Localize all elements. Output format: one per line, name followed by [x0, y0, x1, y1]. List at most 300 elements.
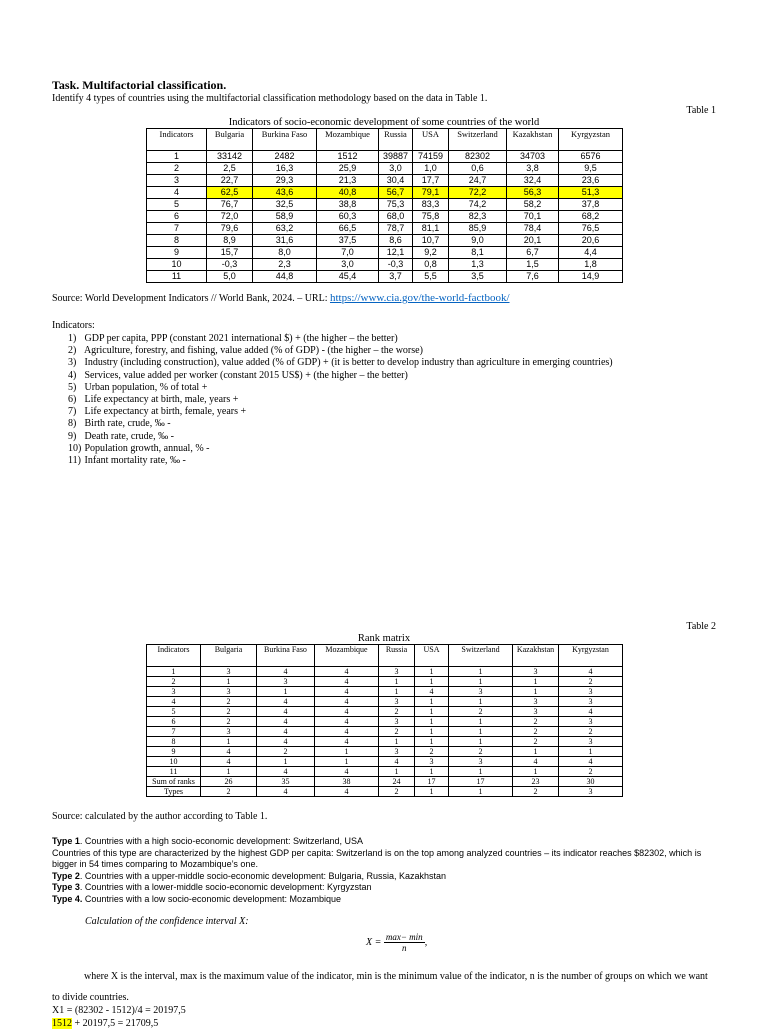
- t2-table-cell: 4: [315, 737, 379, 747]
- indicator-item: [68, 443, 613, 455]
- t2-table-cell: 3: [379, 747, 415, 757]
- t2-table-row: [147, 667, 623, 677]
- t2-table-row: [147, 737, 623, 747]
- t2-table-cell: 4: [315, 707, 379, 717]
- t2-table-cell: 1: [415, 707, 449, 717]
- t2-table-cell: 4: [315, 667, 379, 677]
- t2-table-cell: 4: [315, 767, 379, 777]
- t1-table-cell: 58,9: [253, 211, 317, 223]
- t1-table-cell: 4,4: [559, 247, 623, 259]
- t2-table-cell: 3: [513, 707, 559, 717]
- t1-table-cell: 43,6: [253, 187, 317, 199]
- t1-table-cell: 17,7: [413, 175, 449, 187]
- t1-table-cell: 9,0: [449, 235, 507, 247]
- indicator-number: 1): [68, 333, 77, 344]
- t2-table-cell: 9: [147, 747, 201, 757]
- t2-table-cell: 1: [379, 687, 415, 697]
- t1-table-cell: 6,7: [507, 247, 559, 259]
- t1-table-cell: 82,3: [449, 211, 507, 223]
- t2-table-cell: 4: [415, 687, 449, 697]
- t2-table-row: [147, 727, 623, 737]
- indicator-number: 7): [68, 406, 77, 418]
- table2-caption: Rank matrix: [357, 633, 411, 644]
- t1-header-cell: Kyrgyzstan: [559, 129, 623, 151]
- t1-table-cell: 37,8: [559, 199, 623, 211]
- t1-table-cell: 3,0: [317, 259, 379, 271]
- t2-table-cell: 1: [415, 727, 449, 737]
- t1-table-row: [147, 199, 623, 211]
- t1-table-cell: 58,2: [507, 199, 559, 211]
- t2-table-cell: 1: [201, 737, 257, 747]
- t2-table-row: [147, 787, 623, 797]
- t2-table-cell: Sum of ranks: [147, 777, 201, 787]
- t2-table-cell: 1: [449, 677, 513, 687]
- indicator-item: [68, 333, 613, 345]
- t1-table-cell: 6: [147, 211, 207, 223]
- t2-table-cell: 4: [379, 757, 415, 767]
- t2-table-cell: 1: [257, 687, 315, 697]
- indicator-item: [68, 394, 613, 406]
- t2-table-cell: 1: [559, 747, 623, 757]
- t2-table-cell: 3: [257, 677, 315, 687]
- indicator-item: [68, 455, 613, 467]
- t2-table-cell: 10: [147, 757, 201, 767]
- t1-table-cell: 5,0: [207, 271, 253, 283]
- t2-table-cell: 17: [449, 777, 513, 787]
- indicator-text: Life expectancy at birth, female, years +: [84, 406, 247, 418]
- t1-table-cell: 11: [147, 271, 207, 283]
- t1-table-cell: 12,1: [379, 247, 413, 259]
- t2-table-cell: 4: [257, 667, 315, 677]
- table1-caption: Indicators of socio-economic development of some countries of the world: [228, 117, 540, 128]
- t2-table-cell: 2: [559, 727, 623, 737]
- types-section: [52, 836, 716, 905]
- indicator-text: Agriculture, forestry, and fishing, value added (% of GDP) - (the higher – the worse): [83, 345, 423, 357]
- t1-table-cell: 72,2: [449, 187, 507, 199]
- table1: [146, 128, 623, 283]
- t2-table-cell: 1: [379, 737, 415, 747]
- table1-source-text: Source: World Development Indicators // World Bank, 2024. – URL:: [52, 293, 330, 304]
- t2-table-cell: 23: [513, 777, 559, 787]
- t2-table-cell: 2: [559, 767, 623, 777]
- indicator-item: [68, 345, 613, 357]
- t2-table-cell: 3: [379, 717, 415, 727]
- t2-table-cell: 5: [147, 707, 201, 717]
- t2-table-cell: 1: [415, 767, 449, 777]
- t2-header-cell: Mozambique: [315, 645, 379, 667]
- t2-table-row: [147, 767, 623, 777]
- t1-table-cell: 9: [147, 247, 207, 259]
- t1-table-cell: 7,6: [507, 271, 559, 283]
- t2-table-cell: 2: [201, 787, 257, 797]
- t1-table-cell: 44,8: [253, 271, 317, 283]
- t1-table-cell: 21,3: [317, 175, 379, 187]
- t2-table-cell: 3: [379, 697, 415, 707]
- t1-table-cell: 81,1: [413, 223, 449, 235]
- t2-table-cell: 3: [449, 757, 513, 767]
- t1-table-cell: 7,0: [317, 247, 379, 259]
- x1-calculation: X1 = (82302 - 1512)/4 = 20197,5: [52, 1005, 186, 1016]
- t2-table-cell: 3: [201, 687, 257, 697]
- t2-table-cell: 1: [415, 677, 449, 687]
- t1-table-row: [147, 151, 623, 163]
- t1-table-cell: 3,7: [379, 271, 413, 283]
- t1-table-cell: 70,1: [507, 211, 559, 223]
- t1-table-cell: 83,3: [413, 199, 449, 211]
- t1-table-cell: 79,1: [413, 187, 449, 199]
- indicator-item: [68, 431, 613, 443]
- t2-table-cell: 2: [449, 747, 513, 757]
- t1-table-cell: 24,7: [449, 175, 507, 187]
- t1-table-cell: 23,6: [559, 175, 623, 187]
- formula-numerator: max− min: [385, 932, 423, 942]
- t1-table-cell: 4: [147, 187, 207, 199]
- t2-table-cell: 1: [379, 767, 415, 777]
- t2-table-cell: 1: [415, 697, 449, 707]
- calculation-title: Calculation of the confidence interval X:: [85, 916, 249, 927]
- t2-header-cell: Burkina Faso: [257, 645, 315, 667]
- t1-header-cell: Switzerland: [449, 129, 507, 151]
- t2-table-cell: 4: [147, 697, 201, 707]
- table1-source: [52, 292, 510, 304]
- t2-table-cell: 4: [257, 737, 315, 747]
- t1-table-cell: 39887: [379, 151, 413, 163]
- t2-table-cell: 1: [147, 667, 201, 677]
- table2: [146, 644, 623, 797]
- t1-table-cell: 22,7: [207, 175, 253, 187]
- t1-table-cell: 75,8: [413, 211, 449, 223]
- t2-table-cell: 2: [257, 747, 315, 757]
- indicator-text: Birth rate, crude, ‰ -: [84, 418, 171, 430]
- indicator-text: Life expectancy at birth, male, years +: [84, 394, 239, 406]
- t1-table-cell: 78,4: [507, 223, 559, 235]
- t1-table-cell: 20,6: [559, 235, 623, 247]
- t2-table-cell: 3: [513, 667, 559, 677]
- t2-table-cell: 3: [559, 687, 623, 697]
- t2-table-cell: 1: [201, 767, 257, 777]
- t1-table-cell: 37,5: [317, 235, 379, 247]
- t2-table-cell: 3: [449, 687, 513, 697]
- formula-explanation: where X is the interval, max is the maximum value of the indicator, min is the minimum value of the indicator, n is the number of groups on which we want to divide countries.: [52, 971, 708, 1003]
- indicator-item: [68, 370, 613, 382]
- t1-table-row: [147, 247, 623, 259]
- t2-table-cell: 1: [201, 677, 257, 687]
- t1-table-cell: 1,0: [413, 163, 449, 175]
- t1-table-cell: 20,1: [507, 235, 559, 247]
- t1-table-cell: 40,8: [317, 187, 379, 199]
- t1-table-cell: 16,3: [253, 163, 317, 175]
- t2-table-cell: 4: [257, 707, 315, 717]
- t1-table-cell: 5,5: [413, 271, 449, 283]
- x2-highlight: 1512: [52, 1018, 72, 1029]
- t1-table-cell: 74,2: [449, 199, 507, 211]
- t2-table-cell: 8: [147, 737, 201, 747]
- indicator-number: 10): [68, 442, 82, 454]
- table2-source: Source: calculated by the author according to Table 1.: [52, 811, 268, 822]
- t2-table-cell: 4: [201, 757, 257, 767]
- t1-table-cell: 0,8: [413, 259, 449, 271]
- t1-table-cell: 76,5: [559, 223, 623, 235]
- indicators-heading: Indicators:: [52, 320, 95, 331]
- t2-table-cell: 2: [379, 707, 415, 717]
- type4-text: Countries with a low socio-economic development: Mozambique: [82, 893, 341, 904]
- type2-line: [52, 871, 716, 883]
- type3-line: [52, 882, 716, 894]
- t1-table-cell: 1,8: [559, 259, 623, 271]
- t2-header-cell: USA: [415, 645, 449, 667]
- t2-table-cell: 38: [315, 777, 379, 787]
- t2-table-cell: 4: [201, 747, 257, 757]
- t2-table-cell: 1: [449, 767, 513, 777]
- t2-table-cell: 35: [257, 777, 315, 787]
- t2-table-cell: 1: [513, 687, 559, 697]
- t2-table-row: [147, 777, 623, 787]
- t1-table-cell: 60,3: [317, 211, 379, 223]
- t1-table-cell: 66,5: [317, 223, 379, 235]
- t2-table-cell: 2: [201, 717, 257, 727]
- t2-table-cell: 4: [257, 787, 315, 797]
- t1-table-cell: 45,4: [317, 271, 379, 283]
- indicator-item: [68, 418, 613, 430]
- t1-table-cell: 33142: [207, 151, 253, 163]
- t1-table-cell: 68,2: [559, 211, 623, 223]
- t1-header-cell: Bulgaria: [207, 129, 253, 151]
- t2-table-cell: 6: [147, 717, 201, 727]
- t2-table-cell: 2: [415, 747, 449, 757]
- t1-table-row: [147, 175, 623, 187]
- t2-table-cell: 1: [415, 667, 449, 677]
- t2-table-cell: 4: [315, 717, 379, 727]
- t1-table-row: [147, 259, 623, 271]
- indicator-number: 5): [68, 381, 77, 393]
- t1-header-cell: USA: [413, 129, 449, 151]
- type4-line: [52, 894, 716, 906]
- t2-table-cell: 4: [559, 667, 623, 677]
- t1-table-cell: 62,5: [207, 187, 253, 199]
- t1-table-cell: 10: [147, 259, 207, 271]
- t2-table-cell: 1: [449, 717, 513, 727]
- t2-table-cell: 24: [379, 777, 415, 787]
- t2-table-cell: 2: [559, 677, 623, 687]
- type2-text: . Countries with a upper-middle socio-economic development: Bulgaria, Russia, Kazakhstan: [79, 870, 447, 881]
- t1-table-cell: 8,6: [379, 235, 413, 247]
- type3-text: . Countries with a lower-middle socio-economic development: Kyrgyzstan: [79, 882, 372, 892]
- t1-table-cell: 74159: [413, 151, 449, 163]
- t1-table-cell: 34703: [507, 151, 559, 163]
- t2-table-cell: 30: [559, 777, 623, 787]
- indicator-item: [68, 382, 613, 394]
- t1-table-cell: 0,6: [449, 163, 507, 175]
- t2-table-cell: 3: [201, 667, 257, 677]
- t2-table-cell: 4: [315, 677, 379, 687]
- formula-denominator: n: [402, 943, 407, 953]
- t1-header-cell: Indicators: [147, 129, 207, 151]
- t1-table-cell: 38,8: [317, 199, 379, 211]
- t1-table-cell: 14,9: [559, 271, 623, 283]
- t1-table-cell: 1,3: [449, 259, 507, 271]
- t2-table-cell: 4: [315, 787, 379, 797]
- indicator-item: [68, 406, 613, 418]
- t2-table-cell: 2: [449, 707, 513, 717]
- t2-table-cell: 1: [449, 787, 513, 797]
- t2-table-cell: 2: [513, 787, 559, 797]
- t1-table-cell: 2,3: [253, 259, 317, 271]
- t1-table-cell: 8,1: [449, 247, 507, 259]
- indicators-list: [52, 333, 613, 467]
- t1-header-cell: Russia: [379, 129, 413, 151]
- t1-table-cell: 2482: [253, 151, 317, 163]
- t2-table-cell: 1: [449, 737, 513, 747]
- t2-table-cell: 1: [449, 667, 513, 677]
- x2-rest: + 20197,5 = 21709,5: [72, 1018, 159, 1029]
- t2-table-cell: 2: [513, 737, 559, 747]
- interval-formula: [366, 932, 427, 953]
- t2-table-cell: 1: [257, 757, 315, 767]
- t1-table-cell: 3,5: [449, 271, 507, 283]
- t1-table-cell: 51,3: [559, 187, 623, 199]
- t1-table-cell: 79,6: [207, 223, 253, 235]
- t1-table-cell: 1,5: [507, 259, 559, 271]
- t2-table-cell: 3: [147, 687, 201, 697]
- t2-table-cell: 3: [201, 727, 257, 737]
- t1-table-cell: 3,0: [379, 163, 413, 175]
- t2-table-cell: 3: [513, 697, 559, 707]
- t2-table-cell: 3: [559, 697, 623, 707]
- t2-table-cell: 4: [513, 757, 559, 767]
- t1-table-cell: 76,7: [207, 199, 253, 211]
- t2-table-cell: 1: [513, 747, 559, 757]
- t2-table-cell: 1: [513, 767, 559, 777]
- indicator-text: Death rate, crude, ‰ -: [84, 430, 174, 442]
- formula-lhs: X =: [366, 936, 382, 948]
- t1-table-cell: 63,2: [253, 223, 317, 235]
- t1-table-cell: 1: [147, 151, 207, 163]
- t2-header-cell: Switzerland: [449, 645, 513, 667]
- type1-detail: Countries of this type are characterized by the highest GDP per capita: Switzerland is on the top among analyzed countries – its indicator reaches $82302, which is bigger in 54 times comparing to Mozambique’s one.: [52, 847, 702, 869]
- t1-table-cell: 2: [147, 163, 207, 175]
- indicator-number: 8): [68, 418, 77, 430]
- t2-table-cell: 1: [315, 757, 379, 767]
- t2-table-cell: 11: [147, 767, 201, 777]
- indicator-number: 11): [68, 455, 81, 467]
- table1-label: Table 1: [686, 105, 716, 116]
- t2-table-cell: 7: [147, 727, 201, 737]
- t1-table-cell: 78,7: [379, 223, 413, 235]
- source-link[interactable]: https://www.cia.gov/the-world-factbook/: [329, 292, 510, 304]
- t1-table-cell: 1512: [317, 151, 379, 163]
- t2-table-cell: 4: [257, 697, 315, 707]
- indicator-number: 3): [68, 357, 77, 369]
- t2-table-cell: 17: [415, 777, 449, 787]
- indicator-text: Population growth, annual, % -: [84, 442, 210, 454]
- indicator-text: Infant mortality rate, ‰ -: [84, 455, 186, 467]
- t2-table-cell: 2: [379, 787, 415, 797]
- t1-table-cell: 32,5: [253, 199, 317, 211]
- t1-table-cell: 32,4: [507, 175, 559, 187]
- t1-table-cell: 31,6: [253, 235, 317, 247]
- type4-label: Type 4.: [52, 893, 83, 904]
- t2-table-cell: 4: [315, 687, 379, 697]
- t2-table-cell: 4: [257, 717, 315, 727]
- t1-table-cell: 7: [147, 223, 207, 235]
- t2-table-cell: 2: [201, 707, 257, 717]
- indicator-text: GDP per capita, PPP (constant 2021 international $) + (the higher – the better): [84, 333, 398, 344]
- t1-table-cell: 8: [147, 235, 207, 247]
- t2-table-cell: 3: [559, 717, 623, 727]
- t1-table-row: [147, 223, 623, 235]
- t2-header-cell: Kazakhstan: [513, 645, 559, 667]
- t1-table-cell: 2,5: [207, 163, 253, 175]
- t1-table-cell: 10,7: [413, 235, 449, 247]
- t1-table-cell: 25,9: [317, 163, 379, 175]
- t2-table-cell: 2: [513, 727, 559, 737]
- t2-table-row: [147, 677, 623, 687]
- t1-header-cell: Burkina Faso: [253, 129, 317, 151]
- t1-header-cell: Kazakhstan: [507, 129, 559, 151]
- t1-table-cell: 6576: [559, 151, 623, 163]
- type3-label: Type 3: [52, 882, 80, 892]
- task-intro: Identify 4 types of countries using the multifactorial classification methodology based on the data in Table 1.: [52, 93, 488, 104]
- t2-table-cell: 4: [315, 727, 379, 737]
- t2-table-cell: 3: [559, 737, 623, 747]
- t1-table-cell: -0,3: [379, 259, 413, 271]
- indicator-text: Urban population, % of total +: [84, 381, 208, 393]
- t2-table-cell: 1: [415, 787, 449, 797]
- t2-table-cell: 1: [449, 727, 513, 737]
- t1-table-row: [147, 187, 623, 199]
- t1-table-row: [147, 271, 623, 283]
- t1-table-cell: 3,8: [507, 163, 559, 175]
- type2-label: Type 2: [52, 870, 80, 881]
- t1-table-row: [147, 211, 623, 223]
- t2-table-cell: Types: [147, 787, 201, 797]
- t2-table-cell: 3: [379, 667, 415, 677]
- t1-table-cell: 30,4: [379, 175, 413, 187]
- t2-table-row: [147, 707, 623, 717]
- t1-table-cell: 29,3: [253, 175, 317, 187]
- t2-table-row: [147, 697, 623, 707]
- formula-fraction: [384, 932, 425, 953]
- t2-table-row: [147, 757, 623, 767]
- type1-line: [52, 836, 716, 848]
- t1-table-cell: 68,0: [379, 211, 413, 223]
- t2-table-cell: 4: [257, 727, 315, 737]
- t1-table-cell: 9,5: [559, 163, 623, 175]
- t2-header-cell: Indicators: [147, 645, 201, 667]
- t2-table-cell: 2: [379, 727, 415, 737]
- t2-table-cell: 2: [201, 697, 257, 707]
- t1-table-cell: 8,9: [207, 235, 253, 247]
- type1-text: . Countries with a high socio-economic development: Switzerland, USA: [79, 836, 363, 846]
- t2-table-cell: 2: [147, 677, 201, 687]
- t1-table-row: [147, 235, 623, 247]
- type1-label: Type 1: [52, 836, 80, 846]
- t1-table-cell: 82302: [449, 151, 507, 163]
- t2-table-cell: 1: [379, 677, 415, 687]
- indicator-text: Industry (including construction), value added (% of GDP) + (it is better to develop industry than agriculture in emerging countries): [84, 357, 613, 369]
- t2-table-cell: 1: [415, 737, 449, 747]
- t2-table-cell: 1: [513, 677, 559, 687]
- t2-table-cell: 1: [415, 717, 449, 727]
- t2-table-cell: 4: [559, 707, 623, 717]
- t1-table-cell: 8,0: [253, 247, 317, 259]
- formula-tail: ,: [424, 936, 428, 948]
- t2-table-cell: 1: [449, 697, 513, 707]
- t1-table-cell: 5: [147, 199, 207, 211]
- t2-header-cell: Bulgaria: [201, 645, 257, 667]
- t1-table-cell: 15,7: [207, 247, 253, 259]
- indicator-number: 9): [68, 430, 77, 442]
